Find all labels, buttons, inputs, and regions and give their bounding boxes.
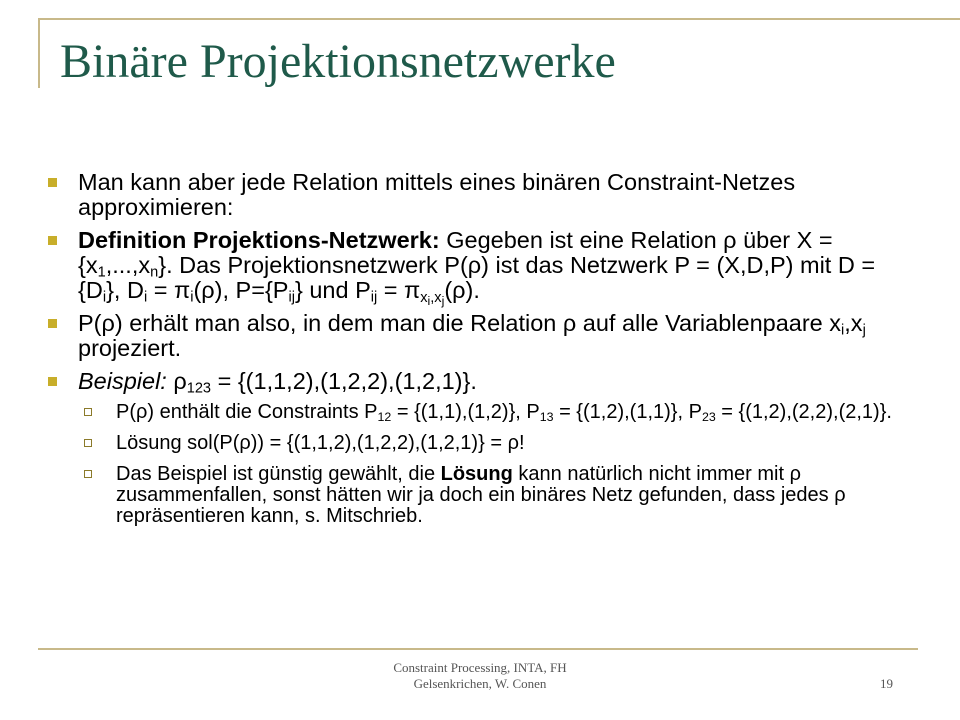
- bullet-relation-approx: [48, 170, 908, 220]
- example-label: Beispiel:: [78, 368, 167, 394]
- subbullet-square-icon: [84, 470, 92, 478]
- definition-term: Definition Projektions-Netzwerk:: [78, 227, 440, 253]
- bullet-square-icon: [48, 377, 57, 386]
- subbullet-constraints: P(ρ) enthält die Constraints $P_{12} = \{(1,1),(1,2)\}$, $P_{13} = \{(1,2),(1,1)\}$, $P_{23} = \{(1,2),(2,2),(2,1)\}$.: [48, 402, 908, 423]
- footer-text: Constraint Processing, INTA, FH Gelsenkrichen, W. Conen: [393, 660, 567, 691]
- frame-left-line: [38, 18, 40, 88]
- subbullet-remark: Das Beispiel ist günstig gewählt, die Lösung kann natürlich nicht immer mit ρ zusammenfallen, sonst hätten wir ja doch ein binäres Netz gefunden, dass jedes ρ repräsentieren kann, s. Mitschrieb.: [48, 464, 908, 527]
- bullet-example: Beispiel: $\rho_{123} = \{(1,1,2),(1,2,2),(1,2,1)\}$.: [48, 369, 908, 394]
- frame-bottom-line: [38, 648, 918, 650]
- subbullet-square-icon: [84, 439, 92, 447]
- slide-title: Binäre Projektionsnetzwerke: [60, 35, 616, 88]
- bullet-definition: Definition Projektions-Netzwerk: Gegeben ist eine Relation ρ über $X = \{x_1,...,x_n\}$. Das Projektionsnetzwerk P(ρ) ist das Netzwerk P = (X,D,P) mit $D = \{D_i\}$, $D_i = \pi_i(\rho)$, $P=\{P_{ij}\}$ und $P_{ij} = \pi_{x_i,x_j}(\rho)$.: [48, 228, 908, 303]
- bullet-square-icon: [48, 236, 57, 245]
- bullet-square-icon: [48, 319, 57, 328]
- page-number: 19: [880, 676, 893, 691]
- bullet-projection: P(ρ) erhält man also, in dem man die Relation ρ auf alle Variablenpaare $x_i,x_j$ projeziert.: [48, 311, 908, 361]
- slide-content: [48, 170, 908, 537]
- bullet-text: Man kann aber jede Relation mittels eines binären Constraint-Netzes approximieren:: [78, 169, 796, 220]
- subbullet-solution: Lösung sol(P(ρ)) = {(1,1,2),(1,2,2),(1,2,1)} = ρ!: [48, 433, 908, 454]
- bullet-square-icon: [48, 178, 57, 187]
- frame-top-line: [38, 18, 960, 20]
- subbullet-square-icon: [84, 408, 92, 416]
